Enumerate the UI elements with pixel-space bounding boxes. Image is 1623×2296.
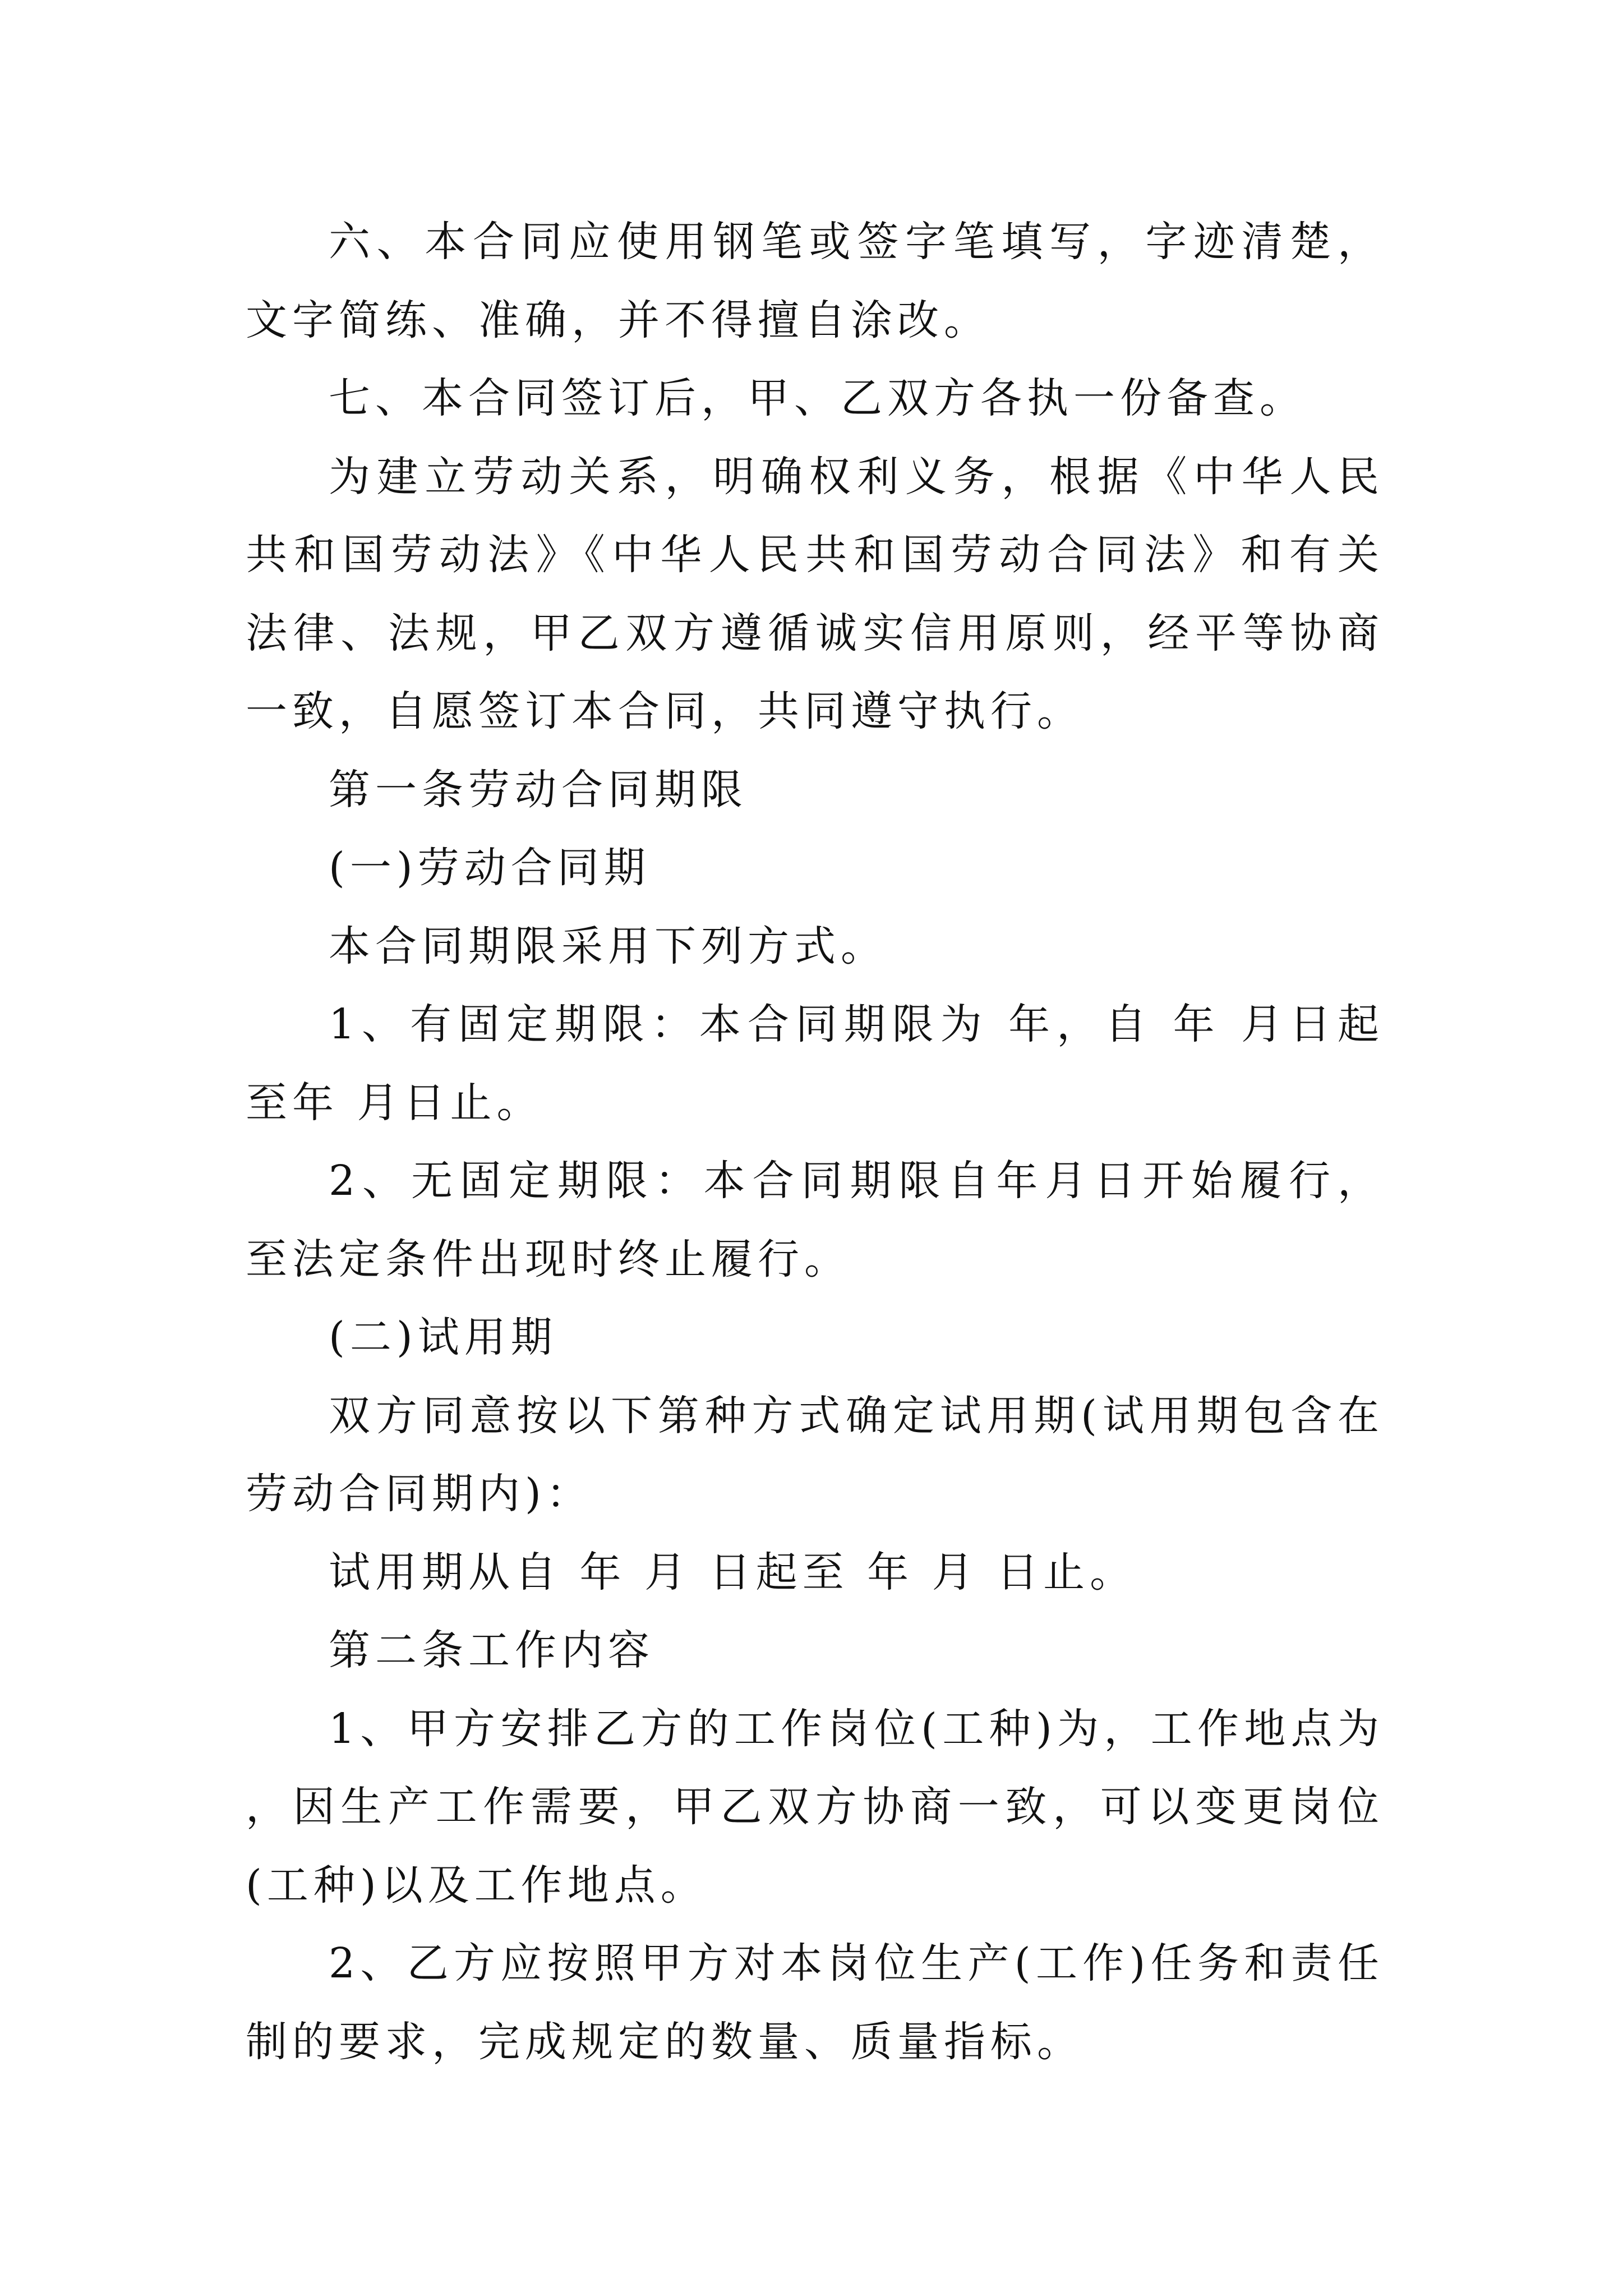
contract-body: [246, 203, 1384, 2081]
clause-6-writing-rules: 六、本合同应使用钢笔或签字笔填写，字迹清楚，文字简练、准确，并不得擅自涂改。: [246, 218, 1384, 344]
section-contract-term-heading: (一)劳动合同期: [329, 844, 651, 892]
article-1-heading: 第一条劳动合同期限: [329, 765, 748, 814]
preamble-paragraph: 为建立劳动关系，明确权利义务，根据《中华人民共和国劳动法》《中华人民共和国劳动合同法》和有关法律、法规，甲乙双方遵循诚实信用原则，经平等协商一致，自愿签订本合同，共同遵守执行。: [246, 452, 1384, 735]
work-post-item: 1、甲方安排乙方的工作岗位(工种)为，工作地点为 ，因生产工作需要，甲乙双方协商一致，可以变更岗位(工种)以及工作地点。: [246, 1704, 1384, 1910]
fixed-term-item: 1、有固定期限：本合同期限为 年，自 年 月日起至年 月日止。: [246, 1000, 1384, 1127]
probation-method-text: 双方同意按以下第种方式确定试用期(试用期包含在劳动合同期内)：: [246, 1391, 1384, 1518]
term-method-intro: 本合同期限采用下列方式。: [329, 922, 887, 970]
clause-7-copies: 七、本合同签订后，甲、乙双方各执一份备查。: [329, 374, 1306, 422]
section-probation-heading: (二)试用期: [329, 1313, 557, 1361]
article-2-heading: 第二条工作内容: [329, 1626, 654, 1674]
probation-period-text: 试用期从自 年 月 日起至 年 月 日止。: [329, 1548, 1137, 1596]
work-requirements-item: 2、乙方应按照甲方对本岗位生产(工作)任务和责任制的要求，完成规定的数量、质量指标。: [246, 1939, 1384, 2066]
open-term-item: 2、无固定期限：本合同期限自年月日开始履行，至法定条件出现时终止履行。: [246, 1157, 1384, 1283]
